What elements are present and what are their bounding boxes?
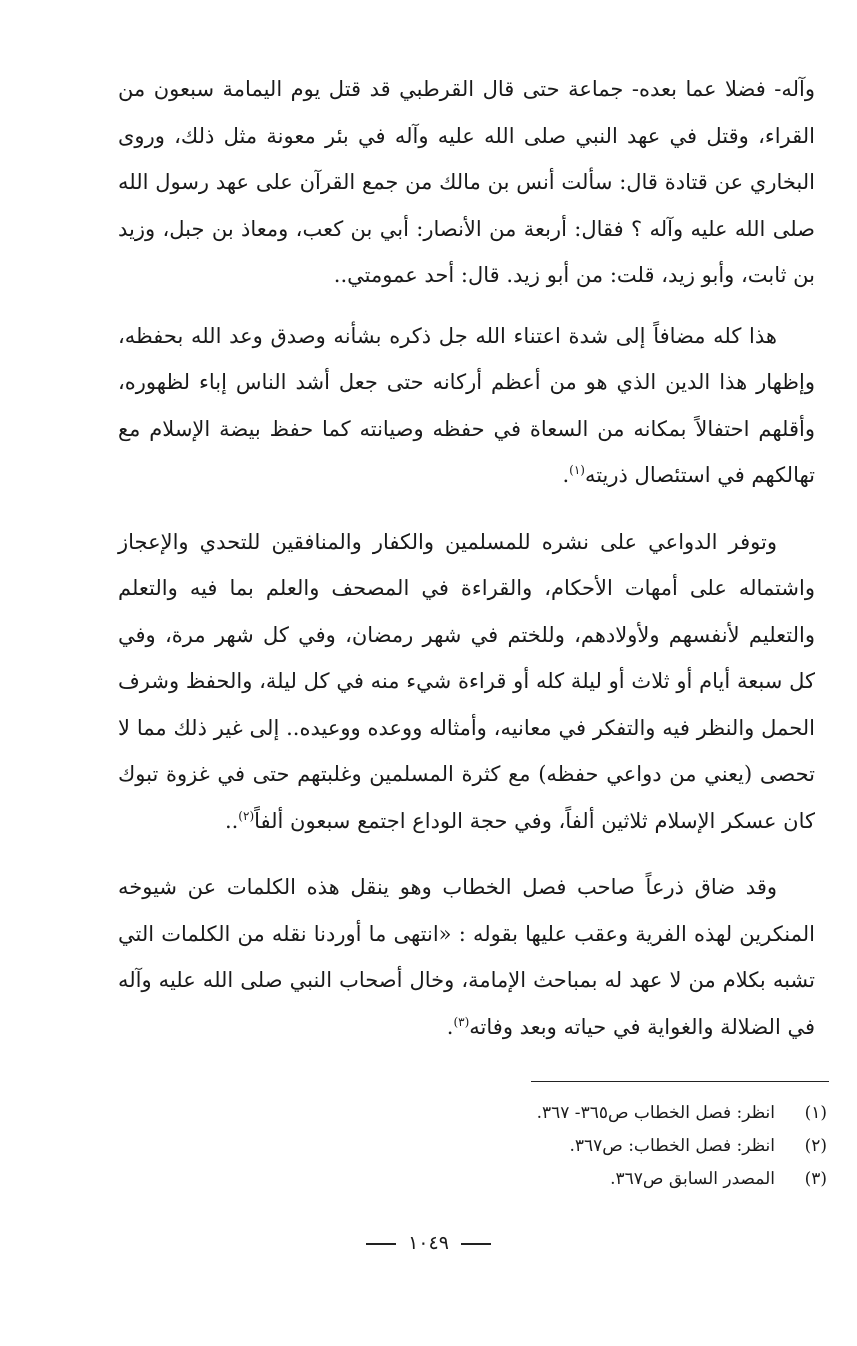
footnote-2 [327, 1130, 827, 1163]
paragraph-4-tail: . [446, 1014, 454, 1039]
body-text [118, 66, 815, 1050]
footnote-ref-3[interactable]: (٣) [453, 1014, 470, 1029]
footnote-1 [327, 1097, 827, 1130]
page-number-left-dash [366, 1243, 396, 1245]
paragraph-2-tail: . [562, 463, 570, 487]
footnote-ref-2[interactable]: (٢) [238, 808, 255, 823]
paragraph-2-text: هذا كله مضافاً إلى شدة اعتناء الله جل ذكره بشأنه وصدق وعد الله بحفظه، وإظهار هذا الدين الذي هو من أعظم أركانه حتى جعل أشد الناس إباء لظهوره، وأقلهم احتفالاً بمكانه من السعاة في حفظه وصيانته كما حفظ بيضة الإسلام مع تهالكهم في استئصال ذريته [118, 323, 815, 487]
page-number-right-dash [461, 1243, 491, 1245]
footnote-2-text: انظر: فصل الخطاب: ص٣٦٧. [569, 1136, 775, 1156]
paragraph-3 [118, 519, 815, 845]
paragraph-4-text: وقد ضاق ذرعاً صاحب فصل الخطاب وهو ينقل هذه الكلمات عن شيوخه المنكرين لهذه الفرية وعقب عليها بقوله : «انتهى ما أوردنا نقله من الكلمات التي تشبه بكلام من لا عهد له بمباحث الإمامة، وخال أصحاب النبي صلى الله عليه وآله في الضلالة والغواية في حياته وبعد وفاته [118, 875, 815, 1039]
paragraph-4 [118, 864, 815, 1050]
footnote-1-text: انظر: فصل الخطاب ص٣٦٥- ٣٦٧. [536, 1103, 775, 1123]
footnote-2-number: (٢) [804, 1136, 827, 1156]
paragraph-2 [118, 313, 815, 499]
paragraph-1 [118, 66, 815, 299]
footnote-3-number: (٣) [804, 1169, 827, 1189]
footnotes-list [327, 1097, 827, 1196]
footnote-3-text: المصدر السابق ص٣٦٧. [610, 1169, 775, 1189]
paragraph-1-text: وآله- فضلا عما بعده- جماعة حتى قال القرطبي قد قتل يوم اليمامة سبعون من القراء، وقتل في عهد النبي صلى الله عليه وآله في بئر معونة مثل ذلك، وروى البخاري عن قتادة قال: سألت أنس بن مالك من جمع القرآن على عهد رسول الله صلى الله عليه وآله ؟ فقال: أربعة من الأنصار: أبي بن كعب، ومعاذ بن جبل، وزيد بن ثابت، وأبو زيد، قلت: من أبو زيد. قال: أحد عمومتي.. [118, 77, 815, 287]
page-number-value: ١٠٤٩ [408, 1232, 449, 1254]
footnote-divider [531, 1081, 829, 1082]
page-number [0, 1232, 857, 1254]
footnote-1-number: (١) [804, 1103, 827, 1123]
paragraph-3-text: وتوفر الدواعي على نشره للمسلمين والكفار والمنافقين للتحدي والإعجاز واشتماله على أمهات الأحكام، والقراءة في المصحف والعلم بما فيه والتعلم والتعليم لأنفسهم ولأولادهم، وللختم في شهر رمضان، وفي كل شهر مرة، وفي كل سبعة أيام أو ثلاث أو ليلة كله أو قراءة شيء منه في كل ليلة، والحفظ وشرف الحمل والنظر فيه والتفكر في معانيه، وأمثاله ووعده ووعيده.. إلى غير ذلك مما لا تحصى (يعني من دواعي حفظه) مع كثرة المسلمين وغلبتهم حتى في غزوة تبوك كان عسكر الإسلام ثلاثين ألفاً، وفي حجة الوداع اجتمع سبعون ألفاً [118, 529, 815, 833]
paragraph-3-tail: .. [224, 808, 239, 833]
footnote-3 [327, 1163, 827, 1196]
footnote-ref-1[interactable]: (١) [569, 463, 585, 477]
